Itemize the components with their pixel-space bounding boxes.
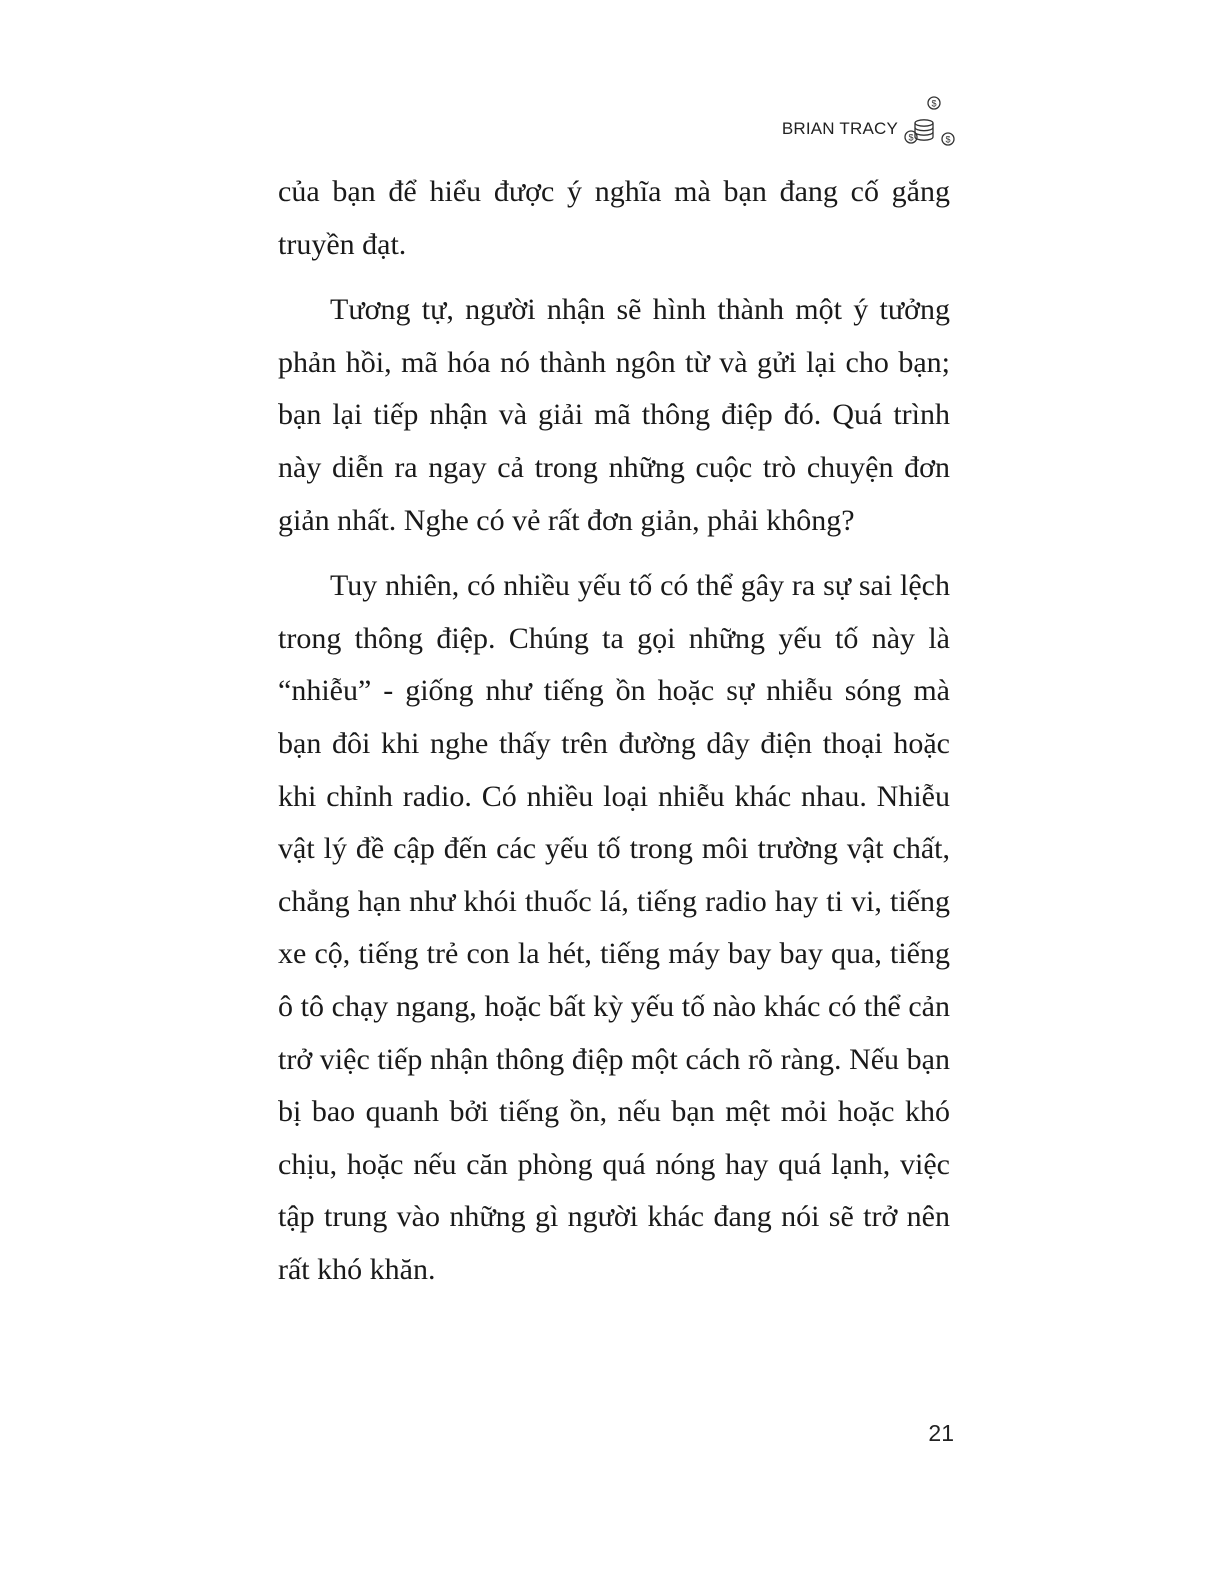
page-number: 21 — [928, 1420, 954, 1446]
body-text — [278, 166, 950, 1309]
coins-icon — [902, 94, 958, 148]
author-name: BRIAN TRACY — [781, 119, 898, 138]
paragraph-continuation: của bạn để hiểu được ý nghĩa mà bạn đang cố gắng truyền đạt. — [278, 175, 950, 261]
svg-text:$: $ — [931, 98, 937, 109]
paragraph-noise: Tuy nhiên, có nhiều yếu tố có thể gây ra sự sai lệch trong thông điệp. Chúng ta gọi những yếu tố này là “nhiễu” - giống như tiếng ồn hoặc sự nhiễu sóng mà bạn đôi khi nghe thấy trên đường dây điện thoại hoặc khi chỉnh radio. Có nhiều loại nhiễu khác nhau. Nhiễu vật lý đề cập đến các yếu tố trong môi trường vật chất, chẳng hạn như khói thuốc lá, tiếng radio hay ti vi, tiếng xe cộ, tiếng trẻ con la hét, tiếng máy bay bay qua, tiếng ô tô chạy ngang, hoặc bất kỳ yếu tố nào khác có thể cản trở việc tiếp nhận thông điệp một cách rõ ràng. Nếu bạn bị bao quanh bởi tiếng ồn, nếu bạn mệt mỏi hoặc khó chịu, hoặc nếu căn phòng quá nóng hay quá lạnh, việc tập trung vào những gì người khác đang nói sẽ trở nên rất khó khăn. — [278, 569, 950, 1286]
svg-text:$: $ — [908, 132, 914, 143]
paragraph-feedback: Tương tự, người nhận sẽ hình thành một ý tưởng phản hồi, mã hóa nó thành ngôn từ và gửi lại cho bạn; bạn lại tiếp nhận và giải mã thông điệp đó. Quá trình này diễn ra ngay cả trong những cuộc trò chuyện đơn giản nhất. Nghe có vẻ rất đơn giản, phải không? — [278, 293, 950, 537]
running-header — [700, 92, 960, 152]
svg-text:$: $ — [945, 134, 951, 145]
